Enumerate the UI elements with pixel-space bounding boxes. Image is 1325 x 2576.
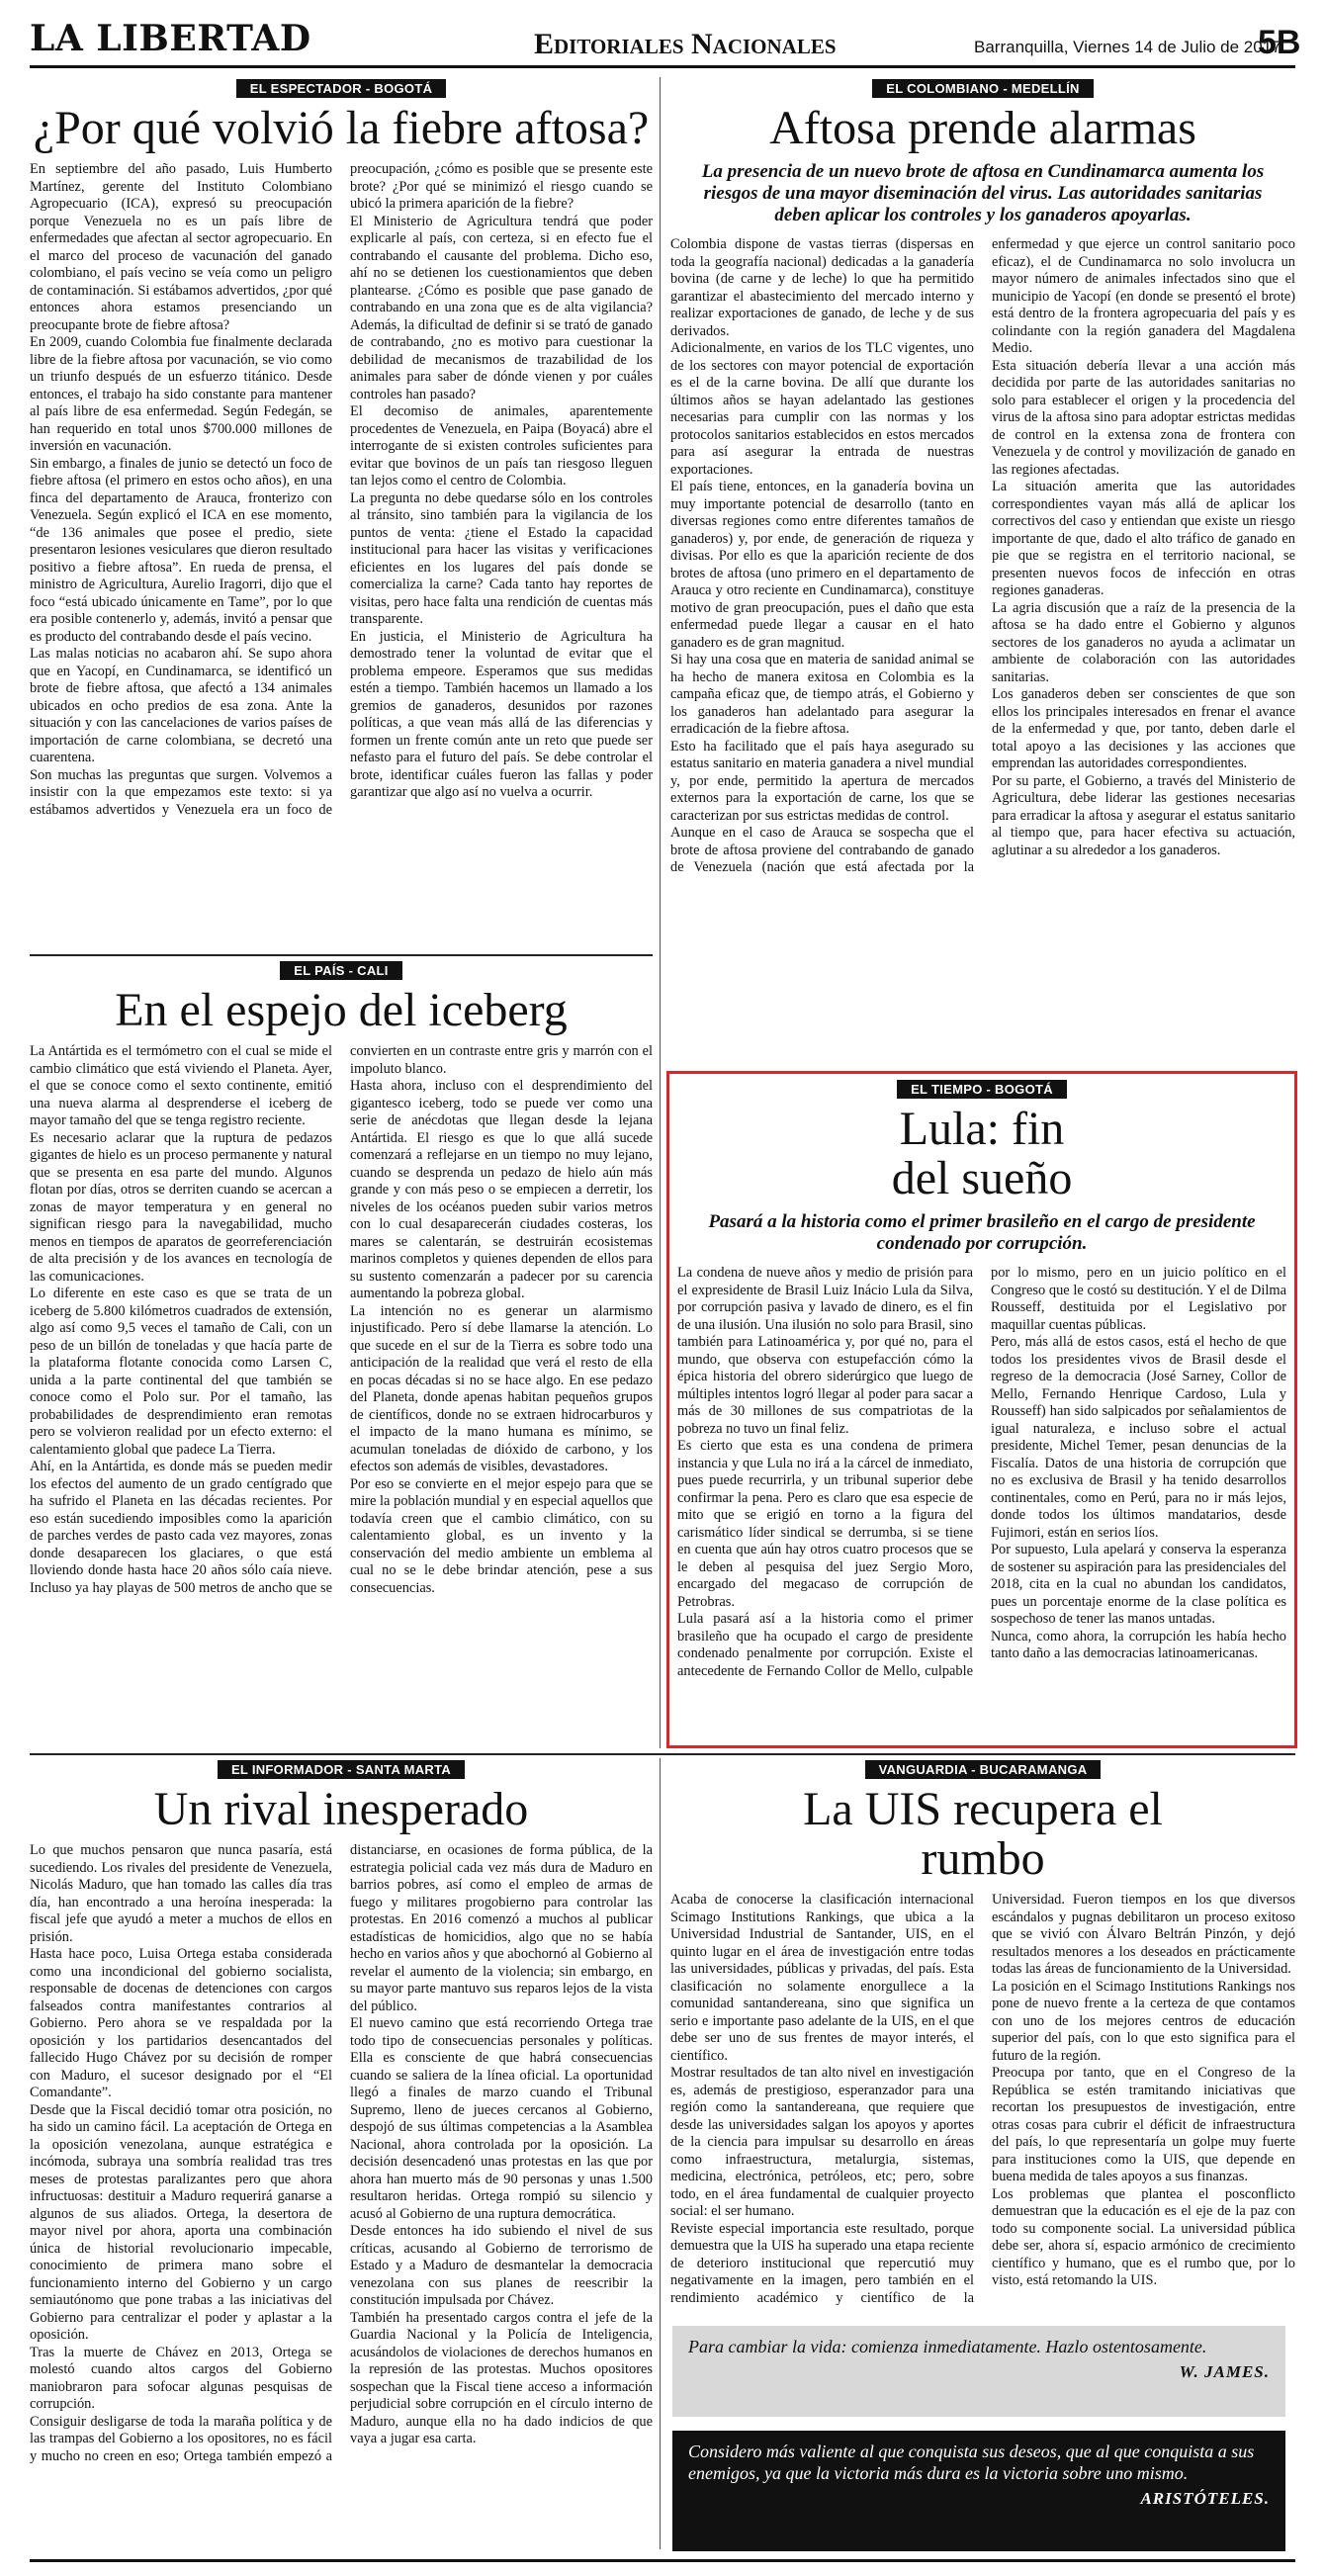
paragraph: Pero, más allá de estos casos, está el hecho de que todos los presidentes vivos de Brasil desde el regreso de la democracia (José Sarney, Collor de Mello, Fernando Henrique Cardoso, Lula y Rousseff) han sido salpicados por señalamientos de igual naturaleza, e incluso sobre el actual presidente, Michel Temer, pesan denuncias de la Fiscalía. Datos de una historia de corrupción que no es exclusiva de Brasil y ha tenido desarrollos continentales, como en Perú, para no ir más lejos, donde todos los últimos mandatarios, desde Fujimori, están en serios líos. <box>991 1334 1286 1541</box>
paragraph: Nunca, como ahora, la corrupción les había hecho tanto daño a las democracias latinoamericanas. <box>991 1628 1286 1661</box>
article-headline: Lula: fin del sueño <box>891 1103 1073 1204</box>
quote-text: Para cambiar la vida: comienza inmediatamente. Hazlo ostentosamente. <box>688 2337 1207 2356</box>
article-body <box>670 236 1295 877</box>
article-headline: Un rival inesperado <box>153 1783 529 1835</box>
source-label: VANGUARDIA - BUCARAMANGA <box>865 1760 1102 1779</box>
paragraph: Es cierto que esta es una condena de primera instancia y que Lula no irá a la cárcel de inmediato, pues puede recurrirla, y un tribunal superior debe confirmar la pena. Pero es claro que esa especie de mito que se erigió en torno a la figura del carismático líder sindical se derrumba, si se tiene en cuenta que aún hay otros cuatro procesos que se le deben al pesquisa del juez Sergio Moro, encargado del megacaso de corrupción de Petrobras. <box>677 1438 973 1610</box>
paragraph: La intención no es generar un alarmismo injustificado. Pero sí debe llamarse la atención. Lo que sucede en el sur de la Tierra es sobre todo una anticipación de la realidad que verá el resto de ella en pocas décadas si no se hace algo. En ese pedazo del Planeta, donde apenas habitan pequeños grupos de científicos, donde no se extraen hidrocarburos y el impacto de la mano humana es mínimo, se acumulan toneladas de dióxido de carbono, y los efectos son además de visibles, devastadores. <box>350 1302 653 1474</box>
paragraph: Reviste especial importancia este resultado, porque demuestra que la UIS ha superado una etapa reciente de deterioro institucional que repercutió muy negativamente en la imagen, pero también en el rendimiento académico y científico de la Universidad. Fueron tiempos en los que diversos escándalos y pugnas debilitaron un proceso exitoso que se vivió con Álvaro Beltrán Pinzón, y dejó resultados menores a los deseados en prácticamente todas las áreas de funcionamiento de la Universidad. <box>670 1892 1295 2306</box>
source-label: EL ESPECTADOR - BOGOTÁ <box>236 79 447 98</box>
paragraph: Lo que muchos pensaron que nunca pasaría, está sucediendo. Los rivales del presidente de Venezuela, Nicolás Maduro, que han tomado las calles día tras día, han encontrado a una heroína inesperada: la fiscal jefe que ayudó a meter a muchos de ellos en prisión. <box>30 1842 332 1945</box>
paragraph: Hasta hace poco, Luisa Ortega estaba considerada como una incondicional del gobierno socialista, responsable de docenas de detenciones con cargos falseados contra manifestantes contrarios al Gobierno. Pero ahora se ve respaldada por la oposición y los partidarios desencantados del fallecido Hugo Chávez por su decisión de romper con Maduro, el sucesor designado por el “El Comandante”. <box>30 1946 332 2100</box>
paragraph: Por supuesto, Lula apelará y conserva la esperanza de sostener su aspiración para las presidenciales del 2018, cita en la cual no abundan los candidatos, pues un porcentaje enorme de la clase política es sospechoso de tener las manos untadas. <box>991 1542 1286 1627</box>
article-headline: En el espejo del iceberg <box>115 984 568 1036</box>
source-label: EL TIEMPO - BOGOTÁ <box>897 1080 1067 1099</box>
paragraph: Lo diferente en este caso es que se trata de un iceberg de 5.800 kilómetros cuadrados de extensión, algo así como 9,5 veces el tamaño de Cali, con un peso de un billón de toneladas y que hacía parte de la plataforma flotante conocida como Larsen C, unida a la parte continental del que también se conoce como el Polo sur. Por el tamaño, las probabilidades de desprendimiento eran remotas pero se volvieron realidad por un efecto externo: el calentamiento global que padece La Tierra. <box>30 1286 332 1458</box>
paragraph: La situación amerita que las autoridades correspondientes vayan más allá de aplicar los correctivos del caso y entiendan que existe un riesgo importante de que, dado el alto tráfico de ganado en pie que se registra en el territorio nacional, se presenten nuevos focos de infección en otras regiones ganaderas. <box>992 479 1295 598</box>
article-headline: ¿Por qué volvió la fiebre aftosa? <box>33 102 650 154</box>
paragraph: El decomiso de animales, aparentemente procedentes de Venezuela, en Paipa (Boyacá) abre el interrogante de si existen controles suficientes para evitar que bovinos de un país tan riesgoso lleguen tan lejos como el centro de Colombia. <box>350 403 653 489</box>
paragraph: En septiembre del año pasado, Luis Humberto Martínez, gerente del Instituto Colombiano Agropecuario (ICA), expresó su preocupación porque Venezuela no es un país libre de enfermedades que afectan al sector agropecuario. En el marco del proceso de vacunación del ganado colombiano, el país vecino se veía como un peligro de contaminación. Si estábamos advertidos, ¿por qué entonces ahora estamos presenciando un preocupante brote de fiebre aftosa? <box>30 161 332 333</box>
paragraph: Es necesario aclarar que la ruptura de pedazos gigantes de hielo es un proceso permanente y natural que se presenta en esa parte del mundo. Algunos flotan por días, otros se derriten cuando se acercan a zonas de mayor temperatura y en general no significan riesgo para la navegabilidad, mucho menos en tiempos de aparatos de georreferenciación de alta precisión y de los avances en tecnología de las comunicaciones. <box>30 1129 332 1285</box>
quote-text: Considero más valiente al que conquista sus deseos, que al que conquista a sus enemigos, ya que la victoria más dura es la victoria sobre uno mismo. <box>688 2442 1255 2483</box>
article-body <box>30 1043 653 1597</box>
paragraph: Adicionalmente, en varios de los TLC vigentes, uno de los sectores con mayor potencial de exportación es el de la carne bovina. De allí que durante los últimos años se hayan adelantado las gestiones necesarias para cumplir con las normas y los protocolos sanitarios establecidos en estos mercados para así asegurar la entrada de nuestras exportaciones. <box>670 340 974 478</box>
paragraph: Ahí, en la Antártida, es donde más se pueden medir los efectos del aumento de un grado centígrado que ha sufrido el Planeta en las décadas recientes. Por eso están sucediendo imposibles como la aparición de parches verdes de pasto cada vez mayores, zonas donde desaparecen los glaciares, o que está lloviendo donde hasta hace 20 años sólo caía nieve. Incluso ya hay playas de 500 metros de ancho que se convierten en un contraste entre gris y marrón con el impoluto blanco. <box>30 1043 653 1596</box>
page-number: 5B <box>1258 24 1301 61</box>
paragraph: Tras la muerte de Chávez en 2013, Ortega se molestó cuando altos cargos del Gobierno maniobraron para sofocar algunas pesquisas de corrupción. <box>30 2344 332 2412</box>
paragraph: Consiguir desligarse de toda la maraña política y de las trampas del Gobierno a los opositores, no es fácil y mucho no creen en eso; Ortega también empezó a distanciarse, en ocasiones de forma pública, de la estrategia policial cada vez más dura de Maduro en barrios pobres, así como el empleo de armas de fuego y militares progobierno para controlar las protestas. En 2016 comenzó a muchos al publicar estadísticas de homicidios, algo que no se había hecho en varios años y que abochornó al Gobierno al revelar el aumento de la violencia; sin embargo, en su mayor parte mantuvo sus reparos lejos de la vista del público. <box>30 1842 653 2464</box>
article-colombiano <box>670 79 1295 1058</box>
article-pais <box>30 961 653 1747</box>
paragraph: La condena de nueve años y medio de prisión para el expresidente de Brasil Luiz Inácio Lula da Silva, por corrupción pasiva y lavado de dinero, es el fin de una ilusión. Una ilusión no solo para Brasil, sino también para Latinoamérica y, por qué no, para el mundo, que observa con estupefacción cómo la épica historia del obrero siderúrgico que luego de múltiples intentos logró llegar al poder para sacar a más de 30 millones de sus compatriotas de la pobreza no tuvo un final feliz. <box>677 1265 973 1437</box>
paragraph: Lula pasará así a la historia como el primer brasileño que ha ocupado el cargo de presidente condenado penalmente por corrupción. Existe el antecedente de Fernando Collor de Mello, culpable por lo mismo, pero en un juicio político en el Congreso que le costó su destitución. Y el de Dilma Rousseff, destituida por el Legislativo por maquillar cuentas públicas. <box>677 1265 1286 1679</box>
paragraph: Colombia dispone de vastas tierras (dispersas en toda la geografía nacional) dedicadas a la ganadería bovina (de carne y de leche) lo que ha permitido garantizar el abastecimiento del mercado interno y realizar exportaciones de ganado, de leche y de sus derivados. <box>670 236 974 339</box>
paragraph: Sin embargo, a finales de junio se detectó un foco de fiebre aftosa (el primero en estos ocho años), en una finca del departamento de Arauca, fronterizo con Venezuela. Según explicó el ICA en ese momento, “de 136 animales que posee el predio, siete presentaron lesiones vesiculares que dieron resultado positivo a fiebre aftosa”. En rueda de prensa, el ministro de Agricultura, Aurelio Iragorri, dijo que el foco “está ubicado únicamente en Tame”, por lo que era posible contenerlo y, además, invitó a pensar que es producto del contrabando desde el país vecino. <box>30 455 332 645</box>
article-headline: Aftosa prende alarmas <box>769 102 1196 154</box>
section-divider <box>30 954 653 956</box>
paragraph: Aunque en el caso de Arauca se sospecha que el brote de aftosa proviene del contrabando de ganado de Venezuela (nación que está afectada por la enfermedad y que ejerce un control sanitario poco eficaz), el de Cundinamarca no solo involucra un mayor número de animales infectados sino que el municipio de Yacopí (en donde se presentó el brote) está dentro de la frontera agropecuaria del país y es colindante con la región ganadera del Magdalena Medio. <box>670 236 1295 875</box>
paragraph: Mostrar resultados de tan alto nivel en investigación es, además de prestigioso, esperanzador para una región como la santandereana, que requiere que desde las universidades salgan los apoyos y aportes de la ciencia para impulsar su desarrollo en áreas como infraestructura, metalurgia, sistemas, medicina, electrónica, petróleos, etc; pero, sobre todo, en el área fundamental de cualquier proyecto social: el ser humano. <box>670 2065 974 2219</box>
paragraph: El nuevo camino que está recorriendo Ortega trae todo tipo de consecuencias personales y políticas. Ella es consciente de que habrá consecuencias cuando se saliera de la línea oficial. La oportunidad llegó a finales de marzo cuando el Tribunal Supremo, lleno de jueces cercanos al Gobierno, despojó de sus últimas competencias a la Asamblea Nacional, ahora controlada por la oposición. La decisión desencadenó unas protestas en las que por ahora han muerto más de 90 personas y unas 1.500 resultaron heridas. Ortega rompió su silencio y acusó al Gobierno de una ruptura democrática. <box>350 2015 653 2222</box>
paragraph: En justicia, el Ministerio de Agricultura ha demostrado tener la voluntad de evitar que el problema empeore. Esperamos que sus medidas estén a tiempo. También hacemos un llamado a los gremios de ganaderos, desunidos por razones políticas, a que vean más allá de las diferencias y formen un frente común ante un reto que puede ser nefasto para el futuro del país. Se debe controlar el brote, identificar cuáles fueron las fallas y poder garantizar que algo así no vuelva a ocurrir. <box>350 628 653 800</box>
paragraph: Por eso se convierte en el mejor espejo para que se mire la población mundial y en especial aquellos que todavía creen que el cambio climático, con su calentamiento global, es un invento y la conservación del medio ambiente un emblema al cual no se le debe brindar atención, pese a sus consecuencias. <box>350 1475 653 1596</box>
quote-box-james <box>672 2326 1285 2417</box>
paragraph: La agria discusión que a raíz de la presencia de la aftosa se ha dado entre el Gobierno y algunos sectores de los ganaderos no ayuda a aclimatar un ambiente de colaboración con las autoridades sanitarias. <box>992 599 1295 685</box>
paragraph: Las malas noticias no acabaron ahí. Se supo ahora que en Yacopí, en Cundinamarca, se identificó un brote de fiebre aftosa, que afectó a 134 animales ubicados en ocho predios de esa zona. Ante la situación y con las cancelaciones de varios países de importación de carne colombiana, se decretó una cuarentena. <box>30 646 332 765</box>
article-espectador <box>30 79 653 949</box>
article-body <box>30 1842 653 2465</box>
masthead <box>30 18 1301 63</box>
paragraph: Esta situación debería llevar a una acción más decidida por parte de las autoridades sanitarias no solo para establecer el origen y la procedencia del virus de la aftosa sino para adoptar estrictas medidas de control en la extensa zona de frontera con Venezuela y de control y movilización de ganado en las regiones afectadas. <box>992 357 1295 478</box>
paragraph: Esto ha facilitado que el país haya asegurado su estatus sanitario en materia ganadera a nivel mundial y, por ende, permitido la apertura de mercados externos para la exportación de carne, los que se caracterizan por sus estrictas medidas de control. <box>670 738 974 824</box>
article-deck: Pasará a la historia como el primer brasileño en el cargo de presidente condenado por corrupción. <box>708 1211 1256 1254</box>
paragraph: Desde que la Fiscal decidió tomar otra posición, no ha sido un camino fácil. La aceptación de Ortega en la oposición venezolana, aunque estratégica e incómoda, subraya una sombría realidad tras tres meses de protestas paralizantes pero que ahora infructuosas: destituir a Maduro requerirá ganarse a algunos de sus aliados. Ortega, la desertora de mayor nivel por ahora, aporta una combinación única de historial revolucionario impecable, conocimiento de primera mano sobre el funcionamiento interno del Gobierno y un cargo semiautónomo que pone trabas a las iniciativas del Gobierno para centralizar el poder y aplastar a la oposición. <box>30 2101 332 2343</box>
quote-author: W. JAMES. <box>1179 2362 1270 2381</box>
paragraph: También ha presentado cargos contra el jefe de la Guardia Nacional y la Policía de Inteligencia, acusándolos de violaciones de derechos humanos en la represión de las protestas. Muchos opositores sospechan que la Fiscal tiene acceso a información perjudicial sobre corrupción en el círculo interno de Maduro, aunque ella no ha dado indicios de que vaya a jugar esa carta. <box>350 2309 653 2446</box>
article-deck: La presencia de un nuevo brote de aftosa en Cundinamarca aumenta los riesgos de una mayor diseminación del virus. Las autoridades sanitarias deben aplicar los controles y los ganaderos apoyarlas. <box>701 161 1265 225</box>
footer-rule <box>30 2559 1295 2562</box>
article-headline: La UIS recupera el rumbo <box>803 1783 1163 1885</box>
paragraph: Los ganaderos deben ser conscientes de que son ellos los principales interesados en frenar el avance de la enfermedad y que, por tanto, deben darle el total apoyo a las decisiones y las acciones que emprendan las autoridades correspondientes. <box>992 686 1295 771</box>
paragraph: Preocupa por tanto, que en el Congreso de la República se estén tramitando iniciativas que recortan los presupuestos de investigación, entre otras cosas para cubrir el déficit de infraestructura del país, lo que representaría un golpe muy fuerte para instituciones como la UIS, que depende en buena medida de tales apoyos a sus finanzas. <box>992 2065 1295 2184</box>
article-tiempo <box>666 1071 1297 1748</box>
quote-box-aristoteles <box>672 2431 1285 2551</box>
source-label: EL COLOMBIANO - MEDELLÍN <box>872 79 1093 98</box>
paragraph: Acaba de conocerse la clasificación internacional Scimago Institutions Rankings, que ubica a la Universidad Industrial de Santander, UIS, en el quinto lugar en el área de investigación entre todas las universidades, públicas y privadas, del país. Esta clasificación no solamente enorgullece a la comunidad santandereana, sino que significa un serio e importante paso adelante de la UIS, en el que debe ser uno de sus frentes de mayor interés, el científico. <box>670 1892 974 2064</box>
paragraph: La posición en el Scimago Institutions Rankings nos pone de nuevo frente a la certeza de que contamos con uno de los mejores centros de educación superior del país, con lo que esto significa para el futuro de la región. <box>992 1978 1295 2064</box>
article-body <box>677 1265 1286 1680</box>
paragraph: Desde entonces ha ido subiendo el nivel de sus críticas, acusando al Gobierno de terrorismo de Estado y a Maduro de desmantelar la democracia venezolana con sus planes de reescribir la constitución impulsada por Chávez. <box>350 2223 653 2308</box>
paragraph: Por su parte, el Gobierno, a través del Ministerio de Agricultura, debe liderar las gestiones necesarias para erradicar la aftosa y asegurar el estatus sanitario al tiempo que, para hacer efectiva su actuación, aglutinar a su alrededor a los ganaderos. <box>992 772 1295 858</box>
paragraph: Los problemas que plantea el posconflicto demuestran que la educación es el eje de la paz con todo su componente social. La universidad pública debe ser, ahora sí, espacio armónico de crecimiento científico y humano, que es el rumbo que, por lo visto, está retomando la UIS. <box>992 2185 1295 2288</box>
source-label: EL INFORMADOR - SANTA MARTA <box>218 1760 465 1779</box>
article-vanguardia <box>670 1760 1295 2314</box>
paragraph: La Antártida es el termómetro con el cual se mide el cambio climático que está viviendo el Planeta. Ayer, el que se conoce como el sexto continente, emitió una nueva alarma al desprenderse el iceberg de mayor tamaño del que se tenga registro reciente. <box>30 1043 332 1128</box>
paragraph: Son muchas las preguntas que surgen. Volvemos a insistir con la que empezamos este texto: si ya estábamos advertidos y Venezuela era un foco de preocupación, ¿cómo es posible que se presente este brote? ¿Por qué se minimizó el riesgo cuando se ubicó la primera aparición de la fiebre? <box>30 161 653 818</box>
paragraph: Si hay una cosa que en materia de sanidad animal se ha hecho de manera exitosa en Colombia es la campaña eficaz que, de tiempo atrás, el Gobierno y los ganaderos han adelantado para asegurar la erradicación de la fiebre aftosa. <box>670 652 974 737</box>
issue-date: Barranquilla, Viernes 14 de Julio de 2017 <box>974 38 1281 56</box>
paragraph: En 2009, cuando Colombia fue finalmente declarada libre de la fiebre aftosa por vacunación, se vio como un triunfo después de un esfuerzo titánico. Desde entonces, el trabajo ha sido constante para mantener al país libre de esa enfermedad. Según Fedegán, se han requerido en total unos $700.000 millones de inversión en vacunación. <box>30 334 332 454</box>
paragraph: La pregunta no debe quedarse sólo en los controles al tránsito, sino también para la vigilancia de los puntos de venta: ¿tiene el Estado la capacidad institucional para hacer las visitas y verificaciones eficientes en los lugares del país donde se comercializa la carne? Cada tanto hay reportes de visitas, pero hace falta una rendición de cuentas más transparente. <box>350 489 653 627</box>
article-informador <box>30 1760 653 2551</box>
article-body <box>30 161 653 819</box>
section-title: Editoriales Nacionales <box>534 28 837 60</box>
column-divider <box>660 1758 661 2549</box>
quote-author: ARISTÓTELES. <box>1140 2489 1270 2508</box>
masthead-rule <box>30 65 1295 68</box>
section-divider <box>30 1753 1295 1755</box>
article-body <box>670 1892 1295 2307</box>
column-divider <box>660 77 661 1748</box>
paragraph: El Ministerio de Agricultura tendrá que poder explicarle al país, con certeza, si en efecto fue el contrabando el causante del problema. Dicho eso, ahí no se detienen los cuestionamientos que deben plantearse. ¿Cómo es posible que pase ganado de contrabando en una zona que es de alta vigilancia? Además, la dificultad de definir si se trató de ganado de contrabando, ¿no es motivo para cuestionar la debilidad de mecanismos de trazabilidad de los animales para saber de dónde vienen y por cuáles controles han pasado? <box>350 213 653 402</box>
source-label: EL PAÍS - CALI <box>280 961 401 980</box>
newspaper-logo: LA LIBERTAD <box>30 18 311 59</box>
paragraph: Hasta ahora, incluso con el desprendimiento del gigantesco iceberg, todo se puede ver como una serie de anécdotas que llegan desde la lejana Antártida. El riesgo es que lo que allá sucede comenzará a reflejarse en un tiempo no muy lejano, cuando se desprenda un pedazo de hielo aún más grande y con más peso o se empiecen a derretir, los niveles de los océanos pueden subir varios metros con lo cual desaparecerán ciudades costeras, los mares se calentarán, se destruirán ecosistemas marinos completos y quienes dependen de ellos para su sustento comenzarán a padecer por su carencia aumentando la pobreza global. <box>350 1078 653 1301</box>
paragraph: El país tiene, entonces, en la ganadería bovina un muy importante potencial de desarrollo (tanto en diversas regiones como entre diferentes tamaños de ganaderos) y, por ende, de generación de riqueza y divisas. Por ello es que la aparición reciente de dos brotes de aftosa (uno primero en el departamento de Arauca y otro reciente en Cundinamarca), constituye motivo de gran preocupación, pues el daño que esta enfermedad puede llegar a causar en el hato ganadero es de gran magnitud. <box>670 479 974 651</box>
